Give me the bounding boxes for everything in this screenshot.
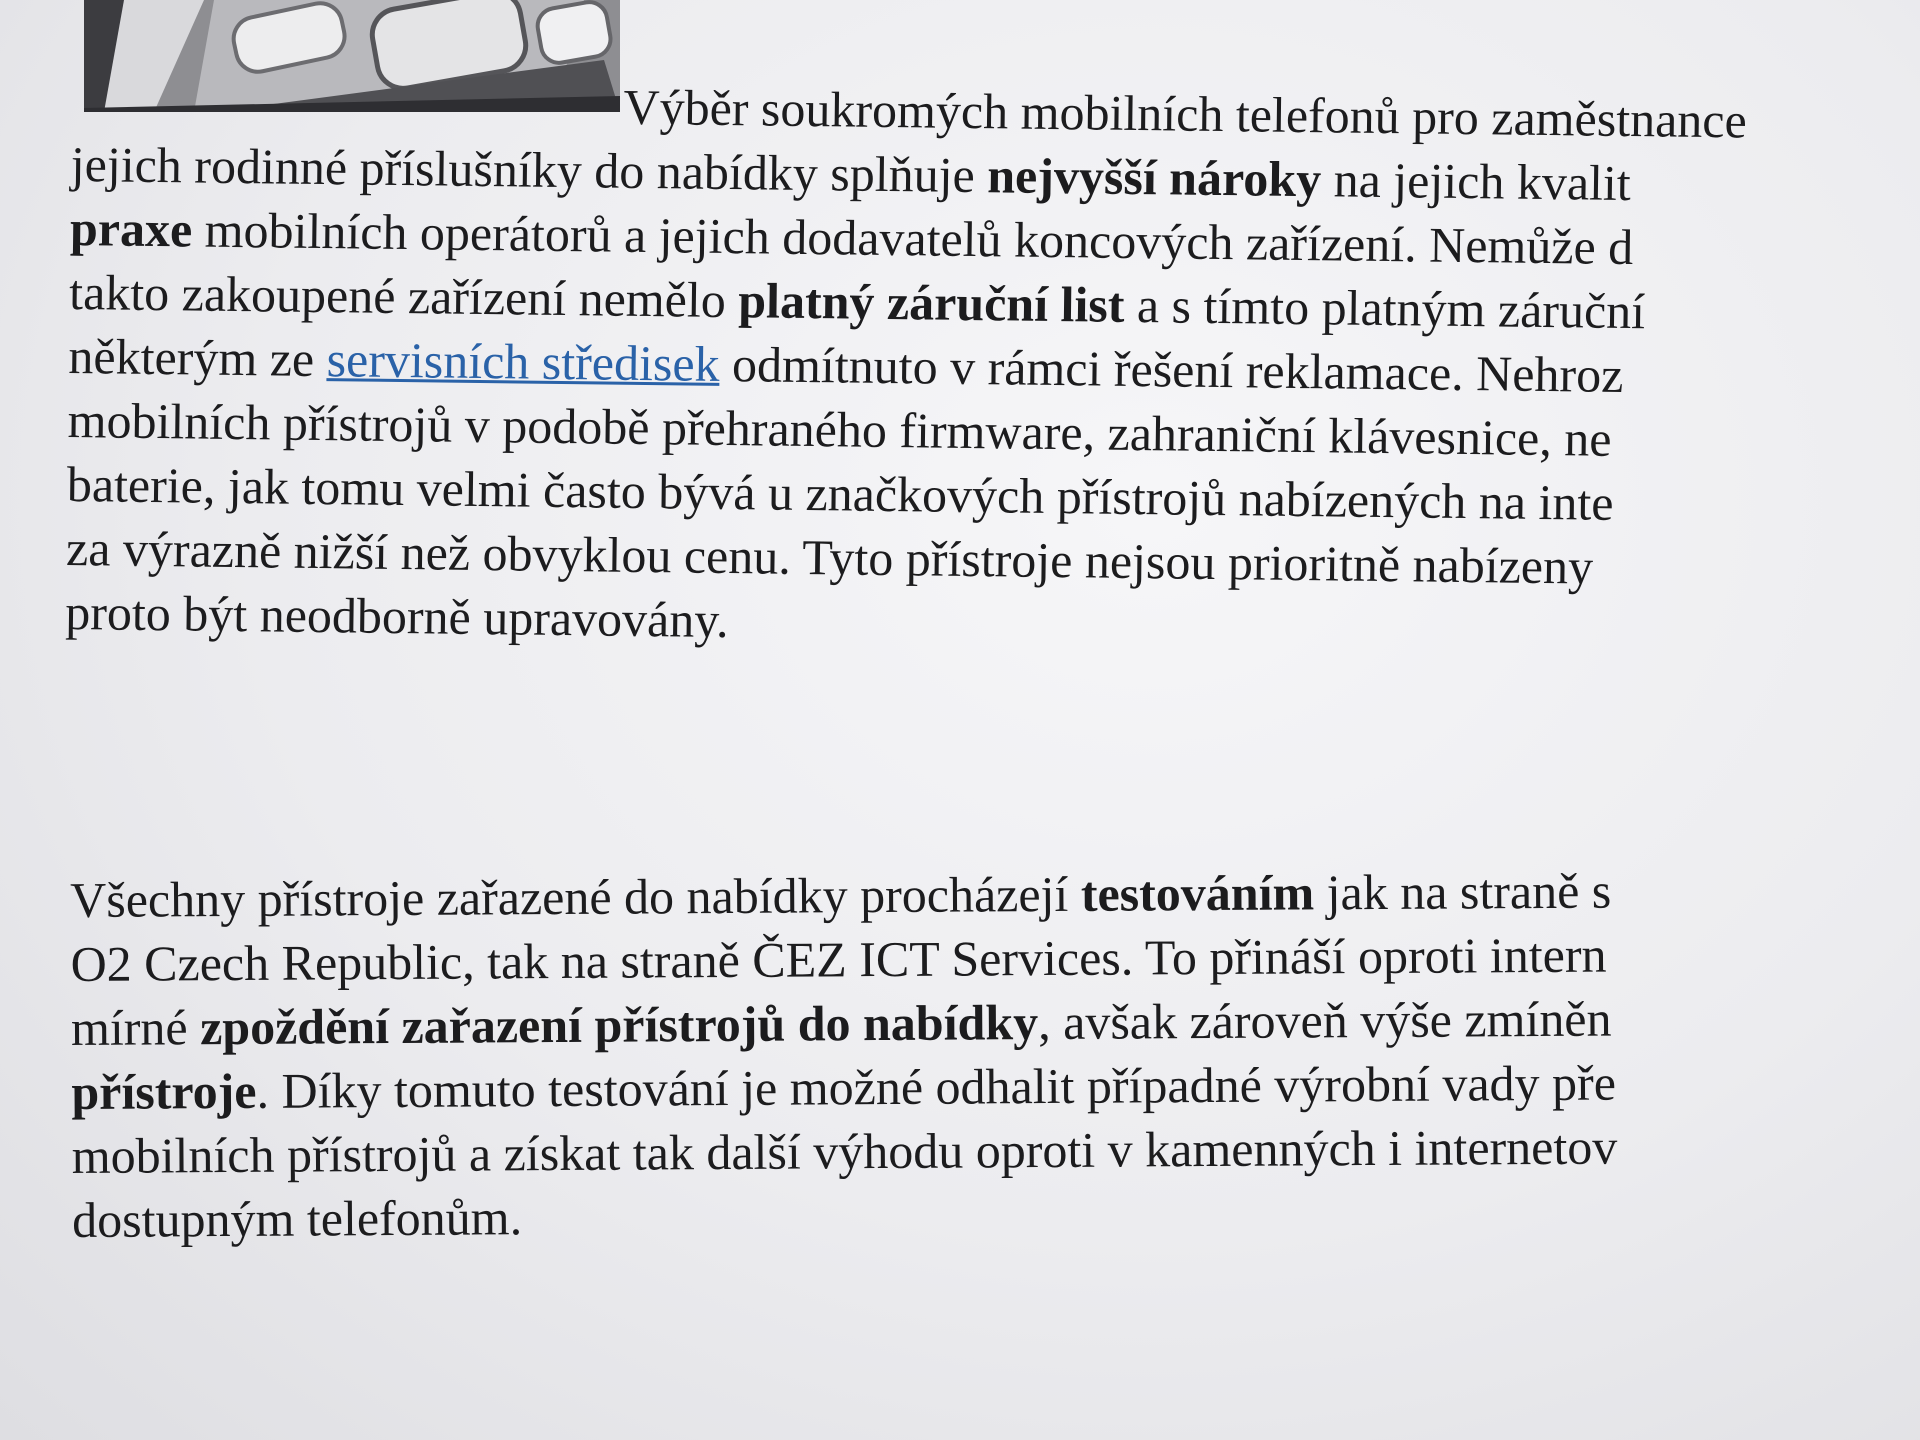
service-centers-link[interactable]: servisních středisek <box>326 331 720 392</box>
p1-text-4a: takto zakoupené zařízení nemělo <box>68 263 739 329</box>
p2-line-1 <box>70 859 1616 932</box>
p2-text-5: mobilních přístrojů a získat tak další výhodu oproti v kamenných i internetov <box>71 1118 1618 1184</box>
p2-text-4b: . Díky tomuto testování je možné odhalit případné výrobní vady pře <box>256 1054 1617 1119</box>
p2-line-4 <box>71 1051 1617 1124</box>
p2-text-1c: jak na straně s <box>1313 862 1612 921</box>
p1-text-4c: a s tímto platným záruční <box>1124 276 1646 340</box>
p2-text-2: O2 Czech Republic, tak na straně ČEZ ICT Services. To přináší oproti intern <box>70 926 1607 992</box>
p1-text-3b: mobilních operátorů a jejich dodavatelů koncových zařízení. Nemůže d <box>191 201 1634 276</box>
p2-text-6: dostupným telefonům. <box>71 1189 523 1248</box>
p1-bold-highest-demands: nejvyšší nároky <box>986 147 1322 208</box>
p2-bold-delay: zpoždění zařazení přístrojů do nabídky <box>199 994 1039 1056</box>
p1-text-9: proto být neodborně upravovány. <box>65 583 729 649</box>
p2-text-3c: , avšak zároveň výše zmíněn <box>1037 990 1612 1051</box>
p1-text-2a: jejich rodinné příslušníky do nabídky splňuje <box>70 135 988 204</box>
p2-line-3 <box>71 987 1617 1060</box>
p2-line-2 <box>70 923 1616 996</box>
p1-text-8: za výrazně nižší než obvyklou cenu. Tyto přístroje nejsou prioritně nabízeny <box>65 519 1594 595</box>
p2-bold-testing: testováním <box>1080 864 1315 922</box>
p2-line-6 <box>72 1179 1618 1252</box>
p2-text-1a: Všechny přístroje zařazené do nabídky procházejí <box>70 865 1082 928</box>
p1-text-5a: některým ze <box>68 327 328 388</box>
p1-text-2c: na jejich kvalit <box>1320 151 1632 212</box>
p2-line-5 <box>72 1115 1618 1188</box>
p2-text-3a: mírné <box>70 999 201 1056</box>
paragraph-phones-selection <box>65 68 1747 664</box>
paragraph-testing <box>70 859 1618 1252</box>
p2-bold-devices: přístroje <box>71 1062 257 1120</box>
p1-bold-warranty: platný záruční list <box>737 272 1125 333</box>
p1-text-6: mobilních přístrojů v podobě přehraného firmware, zahraniční klávesnice, ne <box>67 391 1612 467</box>
p1-bold-praxe: praxe <box>69 199 193 258</box>
p1-text-5c: odmítnuto v rámci řešení reklamace. Nehroz <box>719 335 1624 403</box>
p1-text-7: baterie, jak tomu velmi často bývá u značkových přístrojů nabízených na inte <box>66 455 1614 531</box>
p1-text-1: Výběr soukromých mobilních telefonů pro zaměstnance <box>623 78 1748 149</box>
